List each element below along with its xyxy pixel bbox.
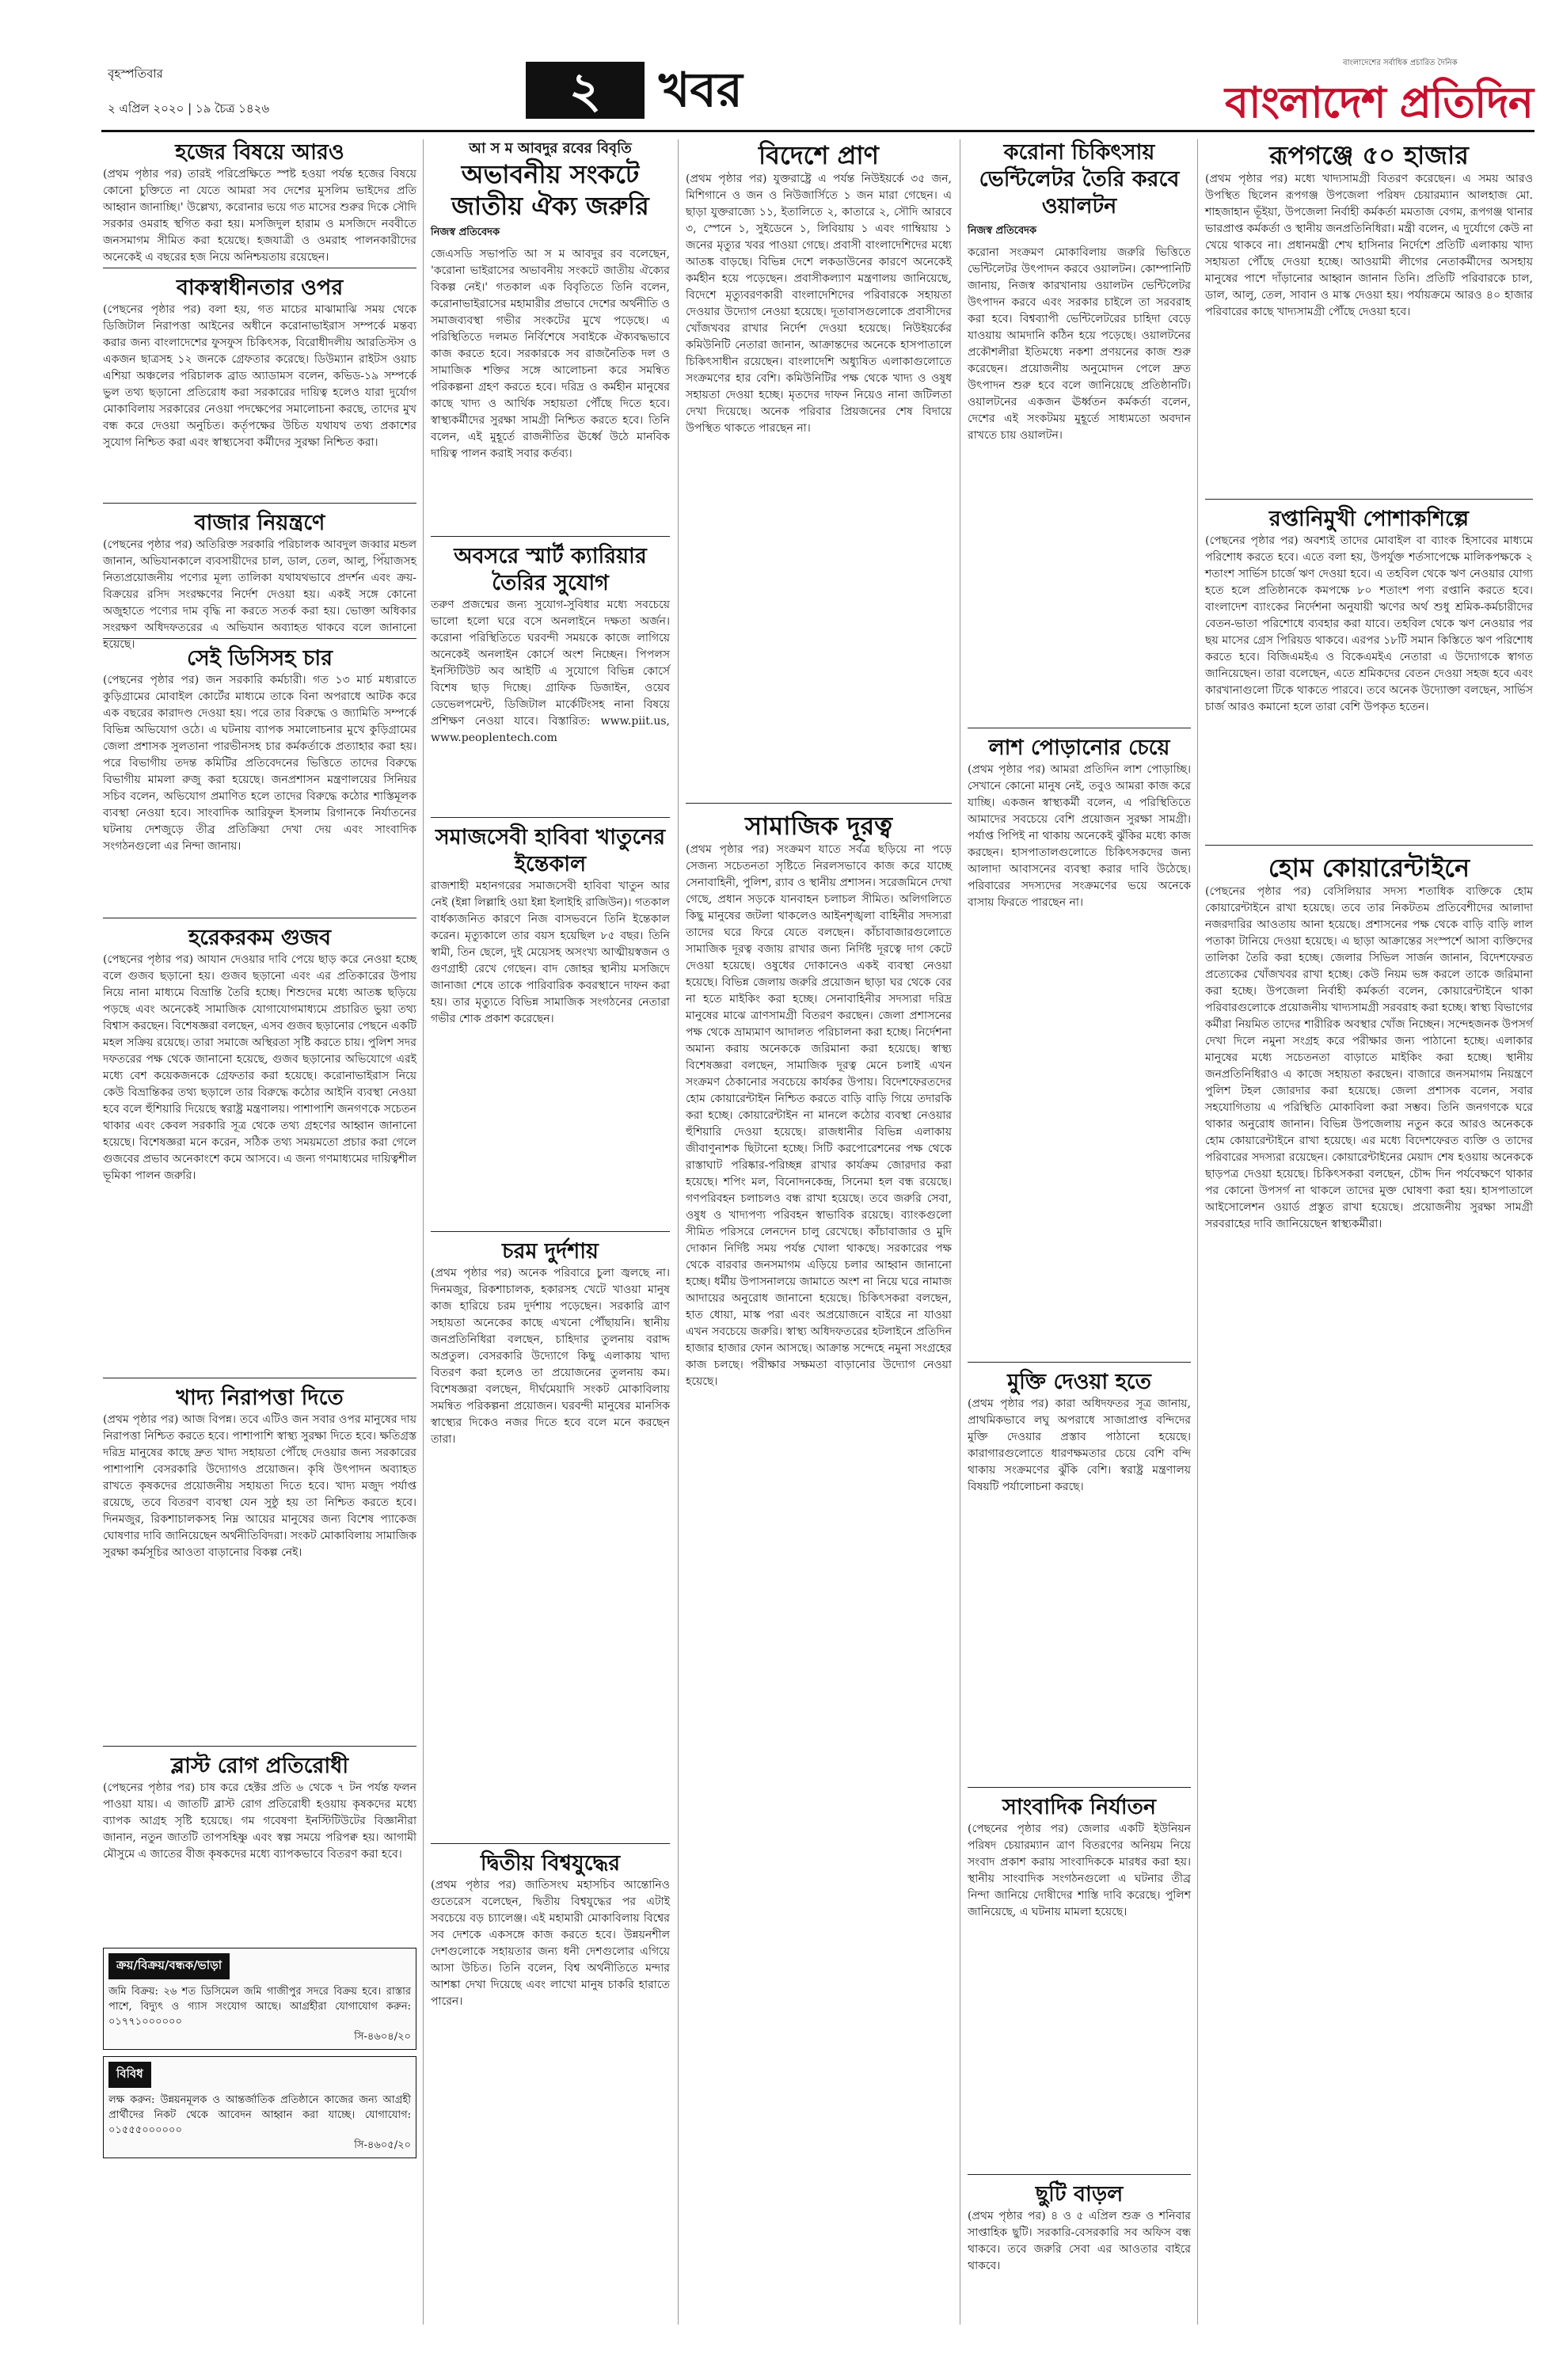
article-national-unity (431, 139, 670, 528)
article-body: (পেছনের পৃষ্ঠার পর) বেসিলিয়ার সদস্য শতাধিক ব্যক্তিকে হোম কোয়ারেন্টাইনে রাখা হয়েছে। তবে তার নিকটতম প্রতিবেশীদের আলাদা নজরদারির আওতায় আনা হয়েছে। প্রশাসনের পক্ষ থেকে বাড়ি বাড়ি লাল পতাকা টানিয়ে দেওয়া হয়েছে। এ ছাড়া আক্রান্তের সংস্পর্শে আসা ব্যক্তিদের তালিকা তৈরি করা হচ্ছে। জেলার সিভিল সার্জন জানান, বিদেশফেরত প্রত্যেকের খোঁজখবর রাখা হচ্ছে। কেউ নিয়ম ভঙ্গ করলে তাকে জরিমানা করা হচ্ছে। উপজেলা নির্বাহী কর্মকর্তা বলেন, কোয়ারেন্টাইনে থাকা পরিবারগুলোকে প্রয়োজনীয় খাদ্যসামগ্রী সরবরাহ করা হচ্ছে। স্বাস্থ্য বিভাগের কর্মীরা নিয়মিত তাদের শারীরিক অবস্থার খোঁজ নিচ্ছেন। সন্দেহজনক উপসর্গ দেখা দিলে নমুনা সংগ্রহ করে পরীক্ষার জন্য পাঠানো হচ্ছে। এলাকার মানুষের মধ্যে সচেতনতা বাড়াতে মাইকিং করা হচ্ছে। স্থানীয় জনপ্রতিনিধিরাও এ কাজে সহায়তা করছেন। বাজারে জনসমাগম নিয়ন্ত্রণে পুলিশ টহল জোরদার করা হয়েছে। জেলা প্রশাসক বলেন, সবার সহযোগিতায় এ পরিস্থিতি মোকাবিলা করা সম্ভব। তিনি জনগণকে ঘরে থাকার অনুরোধ জানান। বিভিন্ন উপজেলায় নতুন করে আরও অনেককে হোম কোয়ারেন্টাইনে রাখা হয়েছে। এর মধ্যে বিদেশফেরত ব্যক্তি ও তাদের পরিবারের সদস্যরা রয়েছেন। কোয়ারেন্টাইনের মেয়াদ শেষ হওয়ায় অনেককে ছাড়পত্র দেওয়া হয়েছে। চিকিৎসকরা বলছেন, চৌদ্দ দিন পর্যবেক্ষণে থাকার পর কোনো উপসর্গ না থাকলে তাদের মুক্ত ঘোষণা করা হয়। হাসপাতালে আইসোলেশন ওয়ার্ড প্রস্তুত রাখা হয়েছে। প্রয়োজনীয় সুরক্ষা সামগ্রী সরবরাহের দাবি জানিয়েছেন স্বাস্থ্যকর্মীরা। (1205, 885, 1533, 1230)
headline: অভাবনীয় সংকটে জাতীয় ঐক্য জরুরি (451, 159, 649, 221)
story-divider (1205, 499, 1533, 500)
masthead-rule (101, 130, 1534, 132)
misc-ad (103, 2056, 416, 2158)
masthead (101, 55, 1534, 125)
headline: চরম দুর্দশায় (502, 1239, 599, 1264)
classified-ref: সি-৪৬০৪/২০ (354, 2031, 411, 2043)
article-free-speech (103, 275, 416, 495)
article-home-quarantine (1205, 852, 1533, 2372)
column-2 (431, 139, 670, 2226)
article-body: (প্রথম পৃষ্ঠার পর) তারই পরিপ্রেক্ষিতে স্পষ্ট হওয়া পর্যন্ত হজের বিষয়ে কোনো চুক্তিতে না যেতে আমরা সব দেশের মুসলিম ভাইদের প্রতি আহ্বান জানাচ্ছি।' উল্লেখ্য, করোনার ভয়ে গত মাসের শুরুর দিকে সৌদি সরকার ওমরাহ স্থগিত করা হয়। মসজিদুল হারাম ও মসজিদে নববীতে জনসমাগম সীমিত করা হয়েছে। হজযাত্রী ও ওমরাহ পালনকারীদের অনেকেই এ বছরের হজ নিয়ে অনিশ্চয়তায় রয়েছেন। (103, 168, 416, 264)
story-divider (968, 2174, 1191, 2175)
page-number: ২ (526, 62, 645, 119)
story-divider (968, 1787, 1191, 1788)
headline: অবসরে স্মার্ট ক্যারিয়ার তৈরির সুযোগ (454, 544, 647, 595)
article-deaths-abroad (686, 139, 952, 795)
misc-ref: সি-৪৬০৫/২০ (354, 2139, 411, 2151)
classified-text: জমি বিক্রয়: ২৬ শত ডিসিমেল জমি গাজীপুর সদরে বিক্রয় হবে। রাস্তার পাশে, বিদ্যুৎ ও গ্যাস সংযোগ আছে। আগ্রহীরা যোগাযোগ করুন: ০১৭৭১০০০০০০ (108, 1986, 411, 2028)
misc-text: লক্ষ করুন: উন্নয়নমূলক ও আন্তর্জাতিক প্রতিষ্ঠানে কাজের জন্য আগ্রহী প্রার্থীদের নিকট থেকে আবেদন আহ্বান করা যাচ্ছে। যোগাযোগ: ০১৫৫৫০০০০০০ (108, 2094, 411, 2136)
article-body: তরুণ প্রজন্মের জন্য সুযোগ-সুবিধার মধ্যে সবচেয়ে ভালো হলো ঘরে বসে অনলাইনে দক্ষতা অর্জন। করোনা পরিস্থিতিতে ঘরবন্দী সময়কে কাজে লাগিয়ে অনেকেই অনলাইন কোর্সে অংশ নিচ্ছেন। পিপলস ইনস্টিটিউট অব আইটি এ সুযোগে বিভিন্ন কোর্সে বিশেষ ছাড় দিচ্ছে। গ্রাফিক ডিজাইন, ওয়েব ডেভেলপমেন্ট, ডিজিটাল মার্কেটিংসহ নানা বিষয়ে প্রশিক্ষণ নেওয়া যাবে। বিস্তারিত: www.piit.us, www.peoplentech.com (431, 599, 670, 744)
article-body: (প্রথম পৃষ্ঠার পর) কারা অধিদফতর সূত্র জানায়, প্রাথমিকভাবে লঘু অপরাধে সাজাপ্রাপ্ত বন্দিদের মুক্তি দেওয়ার প্রস্তাব পাঠানো হয়েছে। কারাগারগুলোতে ধারণক্ষমতার চেয়ে বেশি বন্দি থাকায় সংক্রমণের ঝুঁকি বেশি। স্বরাষ্ট্র মন্ত্রণালয় বিষয়টি পর্যালোচনা করছে। (968, 1397, 1191, 1493)
misc-heading: বিবিধ (108, 2062, 151, 2088)
classified-ad (103, 1948, 416, 2050)
column-divider (678, 139, 679, 2325)
headline: হরেকরকম গুজব (188, 926, 332, 950)
newspaper-logo: বাংলাদেশ প্রতিদিন (1225, 77, 1533, 127)
headline: দ্বিতীয় বিশ্বযুদ্ধের (480, 1851, 621, 1876)
article-burning-bodies (968, 735, 1191, 1354)
headline: রূপগঞ্জে ৫০ হাজার (1269, 140, 1469, 170)
article-body: (প্রথম পৃষ্ঠার পর) সংক্রমণ যাতে সর্বত্র ছড়িয়ে না পড়ে সেজন্য সচেতনতা সৃষ্টিতে নিরলসভাবে কাজ করে যাচ্ছে সেনাবাহিনী, পুলিশ, র‍্যাব ও স্থানীয় প্রশাসন। সরেজমিনে দেখা গেছে, প্রধান সড়কে যানবাহন চলাচল সীমিত। অলিগলিতে কিছু মানুষের জটলা থাকলেও আইনশৃঙ্খলা বাহিনীর সদস্যরা তাদের ঘরে ফিরে যেতে বলছেন। কাঁচাবাজারগুলোতে সামাজিক দূরত্ব বজায় রাখার জন্য নির্দিষ্ট দূরত্বে দাগ কেটে দেওয়া হয়েছে। ওষুধের দোকানেও একই ব্যবস্থা নেওয়া হয়েছে। বিভিন্ন জেলায় জরুরি প্রয়োজন ছাড়া ঘর থেকে বের না হতে মাইকিং করা হচ্ছে। সেনাবাহিনীর সদস্যরা দরিদ্র মানুষের মাঝে ত্রাণসামগ্রী বিতরণ করছেন। জেলা প্রশাসনের পক্ষ থেকে ভ্রাম্যমাণ আদালত পরিচালনা করা হচ্ছে। নির্দেশনা অমান্য করায় অনেককে জরিমানা করা হয়েছে। স্বাস্থ্য বিশেষজ্ঞরা বলছেন, সামাজিক দূরত্ব মেনে চলাই এখন সংক্রমণ ঠেকানোর সবচেয়ে কার্যকর উপায়। বিদেশফেরতদের হোম কোয়ারেন্টাইন নিশ্চিত করতে বাড়ি বাড়ি গিয়ে তদারকি করা হচ্ছে। কোয়ারেন্টাইন না মানলে কঠোর ব্যবস্থা নেওয়ার হুঁশিয়ারি দেওয়া হয়েছে। রাজধানীর বিভিন্ন এলাকায় জীবাণুনাশক ছিটানো হচ্ছে। সিটি করপোরেশনের পক্ষ থেকে রাস্তাঘাট পরিষ্কার-পরিচ্ছন্ন রাখার কার্যক্রম জোরদার করা হয়েছে। শপিং মল, বিনোদনকেন্দ্র, সিনেমা হল বন্ধ রয়েছে। গণপরিবহন চলাচলও বন্ধ রাখা হয়েছে। তবে জরুরি সেবা, ওষুধ ও খাদ্যপণ্য পরিবহন স্বাভাবিক রয়েছে। ব্যাংকগুলো সীমিত পরিসরে লেনদেন চালু রেখেছে। কাঁচাবাজার ও মুদি দোকান নির্দিষ্ট সময় পর্যন্ত খোলা থাকছে। সরকারের পক্ষ থেকে বারবার জনসমাগম এড়িয়ে চলার আহ্বান জানানো হচ্ছে। ধর্মীয় উপাসনালয়ে জামাতে অংশ না নিয়ে ঘরে নামাজ আদায়ের অনুরোধ জানানো হয়েছে। চিকিৎসকরা বলছেন, হাত ধোয়া, মাস্ক পরা এবং অপ্রয়োজনে বাইরে না যাওয়া এখন সবচেয়ে জরুরি। স্বাস্থ্য অধিদফতরের হটলাইনে প্রতিদিন হাজার হাজার ফোন আসছে। আক্রান্ত সন্দেহে নমুনা সংগ্রহের কাজ চলছে। পরীক্ষার সক্ষমতা বাড়ানোর উদ্যোগ নেওয়া হয়েছে। (686, 843, 952, 1388)
article-holiday-extended (968, 2181, 1191, 2287)
article-rupganj (1205, 139, 1533, 491)
article-body: রাজশাহী মহানগরের সমাজসেবী হাবিবা খাতুন আর নেই (ইন্না লিল্লাহি ওয়া ইন্না ইলাইহি রাজিউন)। গতকাল বার্ধক্যজনিত কারণে নিজ বাসভবনে তিনি ইন্তেকাল করেন। মৃত্যুকালে তার বয়স হয়েছিল ৮৫ বছর। তিনি স্বামী, তিন ছেলে, দুই মেয়েসহ অসংখ্য আত্মীয়স্বজন ও গুণগ্রাহী রেখে গেছেন। বাদ জোহর স্থানীয় মসজিদে জানাজা শেষে তাকে পারিবারিক কবরস্থানে দাফন করা হয়। তার মৃত্যুতে বিভিন্ন সামাজিক সংগঠনের নেতারা গভীর শোক প্রকাশ করেছেন। (431, 880, 670, 1025)
headline: ছুটি বাড়ল (1035, 2182, 1124, 2207)
article-body: (প্রথম পৃষ্ঠার পর) আমরা প্রতিদিন লাশ পোড়াচ্ছি। সেখানে কোনো মানুষ নেই, তবুও আমরা কাজ করে যাচ্ছি। একজন স্বাস্থ্যকর্মী বলেন, এ পরিস্থিতিতে আমাদের সবচেয়ে বেশি প্রয়োজন সুরক্ষা সামগ্রী। পর্যাপ্ত পিপিই না থাকায় অনেকেই ঝুঁকির মধ্যে কাজ করছেন। হাসপাতালগুলোতে চিকিৎসকদের জন্য আলাদা আবাসনের ব্যবস্থা করার দাবি উঠেছে। পরিবারের সদস্যদের সংক্রমণের ভয়ে অনেকে বাসায় ফিরতে পারছেন না। (968, 763, 1191, 909)
headline: বিদেশে প্রাণ (758, 140, 880, 170)
headline: ব্লাস্ট রোগ প্রতিরোধী (170, 1754, 349, 1778)
article-body: (পেছনের পৃষ্ঠার পর) অবশ্যই তাদের মোবাইল বা ব্যাংক হিসাবের মাধ্যমে পরিশোধ করতে হবে। এতে বলা হয়, উপর্যুক্ত শর্তসাপেক্ষে মালিকপক্ষকে ২ শতাংশ সার্ভিস চার্জে ঋণ দেওয়া হবে। এ তহবিল থেকে ঋণ নেওয়ার যোগ্য হতে হলে প্রতিষ্ঠানকে কমপক্ষে ৮০ শতাংশ পণ্য রপ্তানি করতে হবে। বাংলাদেশ ব্যাংকের নির্দেশনা অনুযায়ী ঋণের অর্থ শুধু শ্রমিক-কর্মচারীদের বেতন-ভাতা পরিশোধে ব্যবহার করা যাবে। তহবিল থেকে ঋণ নেওয়ার পর ছয় মাসের গ্রেস পিরিয়ড থাকবে। এরপর ১৮টি সমান কিস্তিতে ঋণ পরিশোধ করতে হবে। বিজিএমইএ ও বিকেএমইএ নেতারা এ উদ্যোগকে স্বাগত জানিয়েছেন। তারা বলেছেন, এতে শ্রমিকদের বেতন দেওয়া সহজ হবে এবং কারখানাগুলো টিকে থাকতে পারবে। তবে অনেক উদ্যোক্তা বলছেন, সার্ভিস চার্জ আরও কমানো হলে তারা বেশি উপকৃত হতেন। (1205, 534, 1533, 713)
story-divider (431, 1843, 670, 1844)
story-divider (686, 803, 952, 804)
header-date: ২ এপ্রিল ২০২০ | ১৯ চৈত্র ১৪২৬ (108, 101, 270, 116)
headline: মুক্তি দেওয়া হতে (1007, 1370, 1151, 1394)
article-hajj (103, 139, 416, 264)
article-dc-four (103, 645, 416, 910)
article-body: (প্রথম পৃষ্ঠার পর) ৪ ও ৫ এপ্রিল শুক্র ও শনিবার সাপ্তাহিক ছুটি। সরকারি-বেসরকারি সব অফিস বন্ধ থাকবে। তবে জরুরি সেবা এর আওতার বাইরে থাকবে। (968, 2210, 1191, 2272)
story-divider (103, 638, 416, 639)
article-body: (পেছনের পৃষ্ঠার পর) জন সরকারি কর্মচারী। গত ১৩ মার্চ মধ্যরাতে কুড়িগ্রামের মোবাইল কোর্টের মাধ্যমে তাকে বিনা অপরাধে আটক করে এক বছরের কারাদণ্ড দেওয়া হয়। পরে তার বিরুদ্ধে ও জ্যামিতি সম্পর্কে বিভিন্ন অভিযোগ ওঠে। এ ঘটনায় ব্যাপক সমালোচনার মুখে কুড়িগ্রামের জেলা প্রশাসক সুলতানা পারভীনসহ চার কর্মকর্তাকে প্রত্যাহার করা হয়। পরে বিভাগীয় তদন্ত কমিটির প্রতিবেদনের ভিত্তিতে তাদের বিরুদ্ধে বিভাগীয় মামলা রুজু করা হয়েছে। জনপ্রশাসন মন্ত্রণালয়ের সিনিয়র সচিব বলেন, অভিযোগ প্রমাণিত হলে তাদের বিরুদ্ধে কঠোর শাস্তিমূলক ব্যবস্থা নেওয়া হবে। সাংবাদিক আরিফুল ইসলাম রিগানকে নির্যাতনের ঘটনায় দেশজুড়ে তীব্র প্রতিক্রিয়া দেখা দেয় এবং সাংবাদিক সংগঠনগুলো এর নিন্দা জানায়। (103, 674, 416, 853)
article-rmg-export (1205, 506, 1533, 837)
headline: সেই ডিসিসহ চার (186, 646, 333, 671)
article-body: করোনা সংক্রমণ মোকাবিলায় জরুরি ভিত্তিতে ভেন্টিলেটর উৎপাদন করবে ওয়ালটন। কোম্পানিটি জানায়, নিজস্ব কারখানায় ওয়ালটন ভেন্টিলেটর উৎপাদন করবে এবং সরকার চাইলে তা সরবরাহ করা হবে। বিশ্বব্যাপী ভেন্টিলেটরের চাহিদা বেড়ে যাওয়ায় আমদানি কঠিন হয়ে পড়েছে। ওয়ালটনের প্রকৌশলীরা ইতিমধ্যে নকশা প্রণয়নের কাজ শুরু করেছেন। প্রয়োজনীয় অনুমোদন পেলে দ্রুত উৎপাদন শুরু হবে বলে জানিয়েছে প্রতিষ্ঠানটি। ওয়ালটনের একজন ঊর্ধ্বতন কর্মকর্তা বলেন, দেশের এই সংকটময় মুহূর্তে সাধ্যমতো অবদান রাখতে চায় ওয়ালটন। (968, 246, 1191, 442)
article-body: (পেছনের পৃষ্ঠার পর) আযান দেওয়ার দাবি পেয়ে ছাড় করে নেওয়া হচ্ছে বলে গুজব ছড়ানো হয়। গুজব ছড়ানো এবং এর প্রতিকারের উপায় নিয়ে নানা মাধ্যমে বিভ্রান্তি তৈরি হচ্ছে। শিশুদের মধ্যে আতঙ্ক ছড়িয়ে পড়ছে এবং অনেকেই সামাজিক যোগাযোগমাধ্যমে প্রচারিত ভুয়া তথ্য বিশ্বাস করছেন। বিশেষজ্ঞরা বলছেন, এসব গুজব ছড়ানোর পেছনে একটি মহল সক্রিয় রয়েছে। তারা সমাজে অস্থিরতা সৃষ্টি করতে চায়। পুলিশ সদর দফতরের পক্ষ থেকে জানানো হয়েছে, গুজব ছড়ানোর অভিযোগে এরই মধ্যে বেশ কয়েকজনকে গ্রেফতার করা হয়েছে। করোনাভাইরাস নিয়ে কেউ বিভ্রান্তিকর তথ্য ছড়ালে তার বিরুদ্ধে কঠোর আইনি ব্যবস্থা নেওয়া হবে বলে হুঁশিয়ারি দিয়েছে স্বরাষ্ট্র মন্ত্রণালয়। পাশাপাশি জনগণকে সচেতন থাকার এবং কেবল সরকারি সূত্র থেকে তথ্য গ্রহণের আহ্বান জানানো হয়েছে। বিশেষজ্ঞরা মনে করেন, সঠিক তথ্য সময়মতো প্রচার করা গেলে গুজবের প্রভাব অনেকাংশে কমে আসবে। এ জন্য গণমাধ্যমের দায়িত্বশীল ভূমিকা পালন জরুরি। (103, 953, 416, 1182)
article-body: জেএসডি সভাপতি আ স ম আবদুর রব বলেছেন, 'করোনা ভাইরাসের অভাবনীয় সংকটে জাতীয় ঐক্যের বিকল্প নেই।' গতকাল এক বিবৃতিতে তিনি বলেন, করোনাভাইরাসের মহামারীর প্রভাবে দেশের অর্থনীতি ও সমাজব্যবস্থা গভীর সংকটের মুখে পড়েছে। এ পরিস্থিতিতে দলমত নির্বিশেষে সবাইকে ঐক্যবদ্ধভাবে কাজ করতে হবে। সরকারকে সব রাজনৈতিক দল ও সামাজিক শক্তির সঙ্গে আলোচনা করে সমন্বিত পরিকল্পনা গ্রহণ করতে হবে। দরিদ্র ও কর্মহীন মানুষের কাছে খাদ্য ও আর্থিক সহায়তা পৌঁছে দিতে হবে। স্বাস্থ্যকর্মীদের সুরক্ষা সামগ্রী নিশ্চিত করতে হবে। তিনি বলেন, এই মুহূর্তে রাজনীতির ঊর্ধ্বে উঠে মানবিক দায়িত্ব পালন করাই সবার কর্তব্য। (431, 248, 670, 460)
story-divider (431, 536, 670, 537)
article-market-control (103, 510, 416, 651)
headline: হোম কোয়ারেন্টাইনে (1268, 853, 1470, 883)
story-divider (103, 503, 416, 504)
article-body: (প্রথম পৃষ্ঠার পর) জাতিসংঘ মহাসচিব আন্তোনিও গুতেরেস বলেছেন, দ্বিতীয় বিশ্বযুদ্ধের পর এটাই সবচেয়ে বড় চ্যালেঞ্জ। এই মহামারী মোকাবিলায় বিশ্বের সব দেশকে একসঙ্গে কাজ করতে হবে। উন্নয়নশীল দেশগুলোকে সহায়তার জন্য ধনী দেশগুলোর এগিয়ে আসা উচিত। তিনি বলেন, বিশ্ব অর্থনীতিতে মন্দার আশঙ্কা দেখা দিয়েছে এবং লাখো মানুষ চাকরি হারাতে পারেন। (431, 1879, 670, 2008)
article-body: (প্রথম পৃষ্ঠার পর) মধ্যে খাদ্যসামগ্রী বিতরণ করেছেন। এ সময় আরও উপস্থিত ছিলেন রূপগঞ্জ উপজেলা পরিষদ চেয়ারম্যান আলহাজ মো. শাহজাহান ভূঁইয়া, উপজেলা নির্বাহী কর্মকর্তা মমতাজ বেগম, রূপগঞ্জ থানার ভারপ্রাপ্ত কর্মকর্তা ও স্থানীয় জনপ্রতিনিধিরা। মন্ত্রী বলেন, এ দুর্যোগে কেউ না খেয়ে থাকবে না। প্রধানমন্ত্রী শেখ হাসিনার নির্দেশে প্রতিটি এলাকায় খাদ্য সহায়তা পৌঁছে দেওয়া হচ্ছে। আওয়ামী লীগের নেতাকর্মীদের অসহায় মানুষের পাশে দাঁড়ানোর আহ্বান জানান তিনি। প্রতিটি পরিবারকে চাল, ডাল, আলু, তেল, সাবান ও মাস্ক দেওয়া হয়। পর্যায়ক্রমে আরও ৪০ হাজার পরিবারের কাছে খাদ্যসামগ্রী পৌঁছে দেওয়া হবে। (1205, 173, 1533, 318)
paper-tagline: বাংলাদেশের সর্বাধিক প্রচারিত দৈনিক (1343, 59, 1458, 67)
headline: বাজার নিয়ন্ত্রণে (194, 511, 325, 535)
headline: হজের বিষয়ে আরও (175, 140, 344, 165)
story-divider (431, 817, 670, 818)
byline: নিজস্ব প্রতিবেদক (968, 225, 1037, 237)
column-divider (1197, 139, 1198, 2325)
article-body: (পেছনের পৃষ্ঠার পর) অতিরিক্ত সরকারি পরিচালক আবদুল জব্বার মন্ডল জানান, অভিযানকালে ব্যবসায়ীদের চাল, ডাল, তেল, আলু, পিঁয়াজসহ নিত্যপ্রয়োজনীয় পণ্যের মূল্য তালিকা যথাযথভাবে প্রদর্শন এবং ক্রয়-বিক্রয়ের রসিদ সংরক্ষণের নির্দেশ দেওয়া হয়। একই সঙ্গে কোনো অজুহাতে পণ্যের দাম বৃদ্ধি না করতে সতর্ক করা হয়। ভোক্তা অধিকার সংরক্ষণ অধিদফতরের এ অভিযান অব্যাহত থাকবে বলে জানানো হয়েছে। (103, 538, 416, 651)
story-divider (431, 1231, 670, 1232)
article-body: (পেছনের পৃষ্ঠার পর) চাষ করে হেক্টর প্রতি ৬ থেকে ৭ টন পর্যন্ত ফলন পাওয়া যায়। এ জাতটি ব্লাস্ট রোগ প্রতিরোধী হওয়ায় কৃষকদের মধ্যে ব্যাপক আগ্রহ সৃষ্টি হয়েছে। গম গবেষণা ইনস্টিটিউটের বিজ্ঞানীরা জানান, নতুন জাতটি তাপসহিষ্ণু এবং স্বল্প সময়ে পরিপক্ব হয়। আগামী মৌসুমে এ জাতের বীজ কৃষকদের মধ্যে ব্যাপকভাবে বিতরণ করা হবে। (103, 1781, 416, 1861)
article-extreme-hardship (431, 1238, 670, 1835)
article-body: (প্রথম পৃষ্ঠার পর) আজ বিপন্ন। তবে এটিও জন সবার ওপর মানুষের দায় নিরাপত্তা নিশ্চিত করতে হবে। পাশাপাশি স্বাস্থ্য সুরক্ষা দিতে হবে। ক্ষতিগ্রস্ত দরিদ্র মানুষের কাছে দ্রুত খাদ্য সহায়তা পৌঁছে দেওয়ার জন্য সরকারের পাশাপাশি বেসরকারি উদ্যোগও প্রয়োজন। কৃষি উৎপাদন অব্যাহত রাখতে কৃষকদের প্রয়োজনীয় সহায়তা দিতে হবে। খাদ্য মজুদ পর্যাপ্ত রয়েছে, তবে বিতরণ ব্যবস্থা যেন সুষ্ঠু হয় তা নিশ্চিত করতে হবে। দিনমজুর, রিকশাচালকসহ নিম্ন আয়ের মানুষের জন্য বিশেষ প্যাকেজ ঘোষণার দাবি জানিয়েছেন অর্থনীতিবিদরা। সংকট মোকাবিলায় সামাজিক সুরক্ষা কর্মসূচির আওতা বাড়ানোর বিকল্প নেই। (103, 1413, 416, 1559)
column-1 (103, 139, 416, 2158)
article-blast-resistant (103, 1753, 416, 1940)
headline: খাদ্য নিরাপত্তা দিতে (176, 1386, 344, 1410)
column-4 (968, 139, 1191, 2295)
classified-heading: ক্রয়/বিক্রয়/বন্ধক/ভাড়া (108, 1953, 230, 1979)
article-ventilator (968, 139, 1191, 720)
headline: বাকস্বাধীনতার ওপর (176, 276, 344, 300)
headline: করোনা চিকিৎসায় ভেন্টিলেটর তৈরি করবে ওয়ালটন (979, 140, 1180, 219)
article-body: (পেছনের পৃষ্ঠার পর) বলা হয়, গত মাচের মাঝামাঝি সময় থেকে ডিজিটাল নিরাপত্তা আইনের অধীনে করোনাভাইরাস সম্পর্কে মন্তব্য করার জন্য বাংলাদেশের ফুসফুস চিকিৎসক, বিরোধীদলীয় আরতিস্টস ও একজন ছাত্রসহ ১২ জনকে গ্রেফতার করেছে। ডিউম্যান রাইটস ওয়াচ এশিয়া অঞ্চলের পরিচালক ব্রাড অ্যাডামস বলেন, কভিড-১৯ সম্পর্কে ভুল তথ্য ছড়ানো প্রতিরোধ করা সরকারের দায়িত্ব হলেও যারা দুর্যোগ মোকাবিলায় সরকারের নেওয়া পদক্ষেপের সমালোচনা করছে, তাদের মুখ বন্ধ করে দেওয়া অনুচিত। কর্তৃপক্ষের উচিত যথাযথ তথ্য প্রকাশের সুযোগ নিশ্চিত করা এবং স্বাস্থ্যসেবা কর্মীদের সুরক্ষা নিশ্চিত করা। (103, 303, 416, 449)
article-body: (প্রথম পৃষ্ঠার পর) অনেক পরিবারে চুলা জ্বলছে না। দিনমজুর, রিকশাচালক, হকারসহ খেটে খাওয়া মানুষ কাজ হারিয়ে চরম দুর্দশায় পড়েছেন। সরকারি ত্রাণ সহায়তা অনেকের কাছে এখনো পৌঁছায়নি। স্থানীয় জনপ্রতিনিধিরা বলছেন, চাহিদার তুলনায় বরাদ্দ অপ্রতুল। বেসরকারি উদ্যোগে কিছু এলাকায় খাদ্য বিতরণ করা হলেও তা প্রয়োজনের তুলনায় কম। বিশেষজ্ঞরা বলছেন, দীর্ঘমেয়াদি সংকট মোকাবিলায় সমন্বিত পরিকল্পনা প্রয়োজন। ঘরবন্দী মানুষের মানসিক স্বাস্থ্যের দিকেও নজর দিতে হবে বলে মনে করছেন তারা। (431, 1267, 670, 1446)
section-name: খবর (659, 63, 743, 118)
article-body: (প্রথম পৃষ্ঠার পর) যুক্তরাষ্ট্রে এ পর্যন্ত নিউইয়র্কে ৩৫ জন, মিশিগানে ও জন ও নিউজার্সিতে ১ জন মারা গেছেন। এ ছাড়া যুক্তরাজ্যে ১১, ইতালিতে ২, কাতারে ২, সৌদি আরবে ৩, স্পেনে ১, সুইডেনে ১, লিবিয়ায় ১ এবং গাম্বিয়ায় ১ জনের মৃত্যুর খবর পাওয়া গেছে। প্রবাসী বাংলাদেশিদের মধ্যে আতঙ্ক বাড়ছে। বিভিন্ন দেশে লকডাউনের কারণে অনেকেই কর্মহীন হয়ে পড়েছেন। প্রবাসীকল্যাণ মন্ত্রণালয় জানিয়েছে, বিদেশে মৃত্যুবরণকারী বাংলাদেশিদের পরিবারকে সহায়তা দেওয়ার উদ্যোগ নেওয়া হয়েছে। দূতাবাসগুলোকে প্রবাসীদের খোঁজখবর রাখার নির্দেশ দেওয়া হয়েছে। নিউইয়র্কের কমিউনিটি নেতারা জানান, আক্রান্তদের অনেকে হাসপাতালে চিকিৎসাধীন রয়েছেন। বাংলাদেশি অধ্যুষিত এলাকাগুলোতে সংক্রমণের হার বেশি। কমিউনিটির পক্ষ থেকে খাদ্য ও ওষুধ সহায়তা দেওয়া হচ্ছে। মৃতদের দাফন নিয়েও নানা জটিলতা দেখা দিয়েছে। অনেক পরিবার প্রিয়জনের শেষ বিদায়ে উপস্থিত থাকতে পারছেন না। (686, 173, 952, 435)
headline: রপ্তানিমুখী পোশাকশিল্পে (1268, 507, 1470, 531)
article-rumours (103, 925, 416, 1370)
article-social-distancing (686, 810, 952, 2298)
story-divider (1205, 845, 1533, 846)
headline: লাশ পোড়ানোর চেয়ে (988, 736, 1170, 760)
article-release (968, 1369, 1191, 1779)
article-world-war (431, 1850, 670, 2218)
byline: নিজস্ব প্রতিবেদক (431, 226, 500, 238)
column-divider (423, 139, 424, 2325)
story-divider (103, 1746, 416, 1747)
column-5 (1205, 139, 1533, 2380)
header-day: বৃহস্পতিবার (108, 67, 163, 81)
headline: সাংবাদিক নির্যাতন (1002, 1795, 1156, 1819)
article-body: (পেছনের পৃষ্ঠার পর) জেলার একটি ইউনিয়ন পরিষদ চেয়ারম্যান ত্রাণ বিতরণের অনিয়ম নিয়ে সংবাদ প্রকাশ করায় সাংবাদিককে মারধর করা হয়। স্থানীয় সাংবাদিক সংগঠনগুলো এ ঘটনার তীব্র নিন্দা জানিয়ে দোষীদের শাস্তি দাবি করেছে। পুলিশ জানিয়েছে, এ ঘটনায় মামলা হয়েছে। (968, 1823, 1191, 1918)
kicker: আ স ম আবদুর রবের বিবৃতি (469, 140, 632, 157)
article-smart-career (431, 543, 670, 809)
article-journalist-torture (968, 1794, 1191, 2166)
headline: সমাজসেবী হাবিবা খাতুনের ইন্তেকাল (435, 825, 666, 876)
column-3 (686, 139, 952, 2306)
story-divider (968, 1362, 1191, 1363)
headline: সামাজিক দূরত্ব (745, 811, 892, 841)
article-food-security (103, 1385, 416, 1738)
article-obituary (431, 824, 670, 1223)
